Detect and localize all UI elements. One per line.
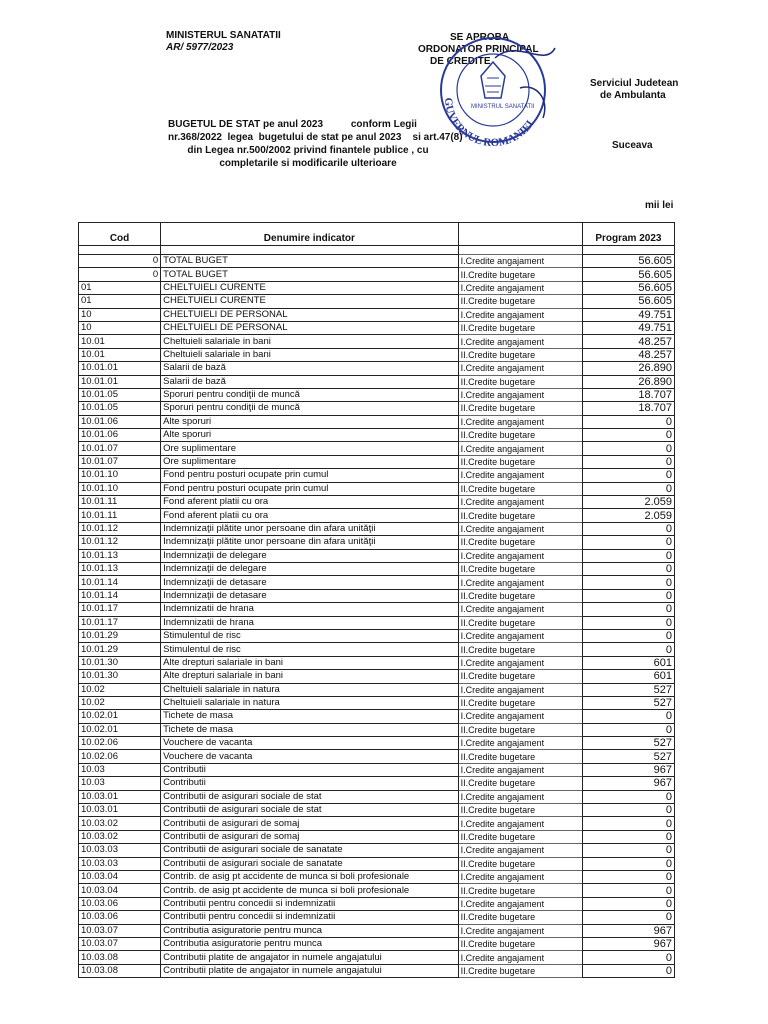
cell-category: II.Credite bugetare: [458, 348, 582, 361]
table-row: [79, 522, 675, 535]
cell-denumire: Contributii de asigurari sociale de stat: [161, 790, 458, 803]
cell-program-value: 0: [582, 455, 674, 468]
cell-category: I.Credite angajament: [458, 415, 582, 428]
table-row: [79, 964, 675, 977]
cell-denumire: Contributii de asigurari sociale de sanatate: [161, 844, 458, 857]
table-row: [79, 844, 675, 857]
cell-category: I.Credite angajament: [458, 442, 582, 455]
cell-cod: 10.01.30: [79, 670, 161, 683]
cell-denumire: TOTAL BUGET: [161, 255, 458, 268]
cell-program-value: 0: [582, 844, 674, 857]
cell-category: I.Credite angajament: [458, 790, 582, 803]
budget-title-line-4: completarile si modificarile ulterioare: [219, 158, 397, 169]
cell-denumire: Contributii de asigurari de somaj: [161, 830, 458, 843]
cell-denumire: Contributii platite de angajator in numele angajatului: [161, 964, 458, 977]
cell-cod: 01: [79, 281, 161, 294]
cell-category: I.Credite angajament: [458, 549, 582, 562]
table-row: [79, 415, 675, 428]
table-row: [79, 455, 675, 468]
cell-program-value: 527: [582, 696, 674, 709]
cell-denumire: Alte sporuri: [161, 415, 458, 428]
cell-category: I.Credite angajament: [458, 469, 582, 482]
table-row: [79, 362, 675, 375]
table-row: [79, 710, 675, 723]
cell-denumire: Indemnizatii de hrana: [161, 603, 458, 616]
cell-category: I.Credite angajament: [458, 576, 582, 589]
cell-program-value: 0: [582, 549, 674, 562]
table-row: [79, 683, 675, 696]
cell-cod: 10.03.06: [79, 911, 161, 924]
cell-cod: 10.03.06: [79, 897, 161, 910]
column-header-cod: Cod: [79, 223, 161, 246]
cell-category: I.Credite angajament: [458, 710, 582, 723]
cell-category: I.Credite angajament: [458, 388, 582, 401]
cell-denumire: Alte drepturi salariale in bani: [161, 656, 458, 669]
cell-cod: 10.01.29: [79, 629, 161, 642]
cell-program-value: 2.059: [582, 509, 674, 522]
cell-denumire: Cheltuieli salariale in natura: [161, 683, 458, 696]
cell-category: I.Credite angajament: [458, 656, 582, 669]
table-row: [79, 790, 675, 803]
table-row: [79, 804, 675, 817]
cell-program-value: 56.605: [582, 295, 674, 308]
cell-program-value: 0: [582, 804, 674, 817]
cell-denumire: Indemnizaţii de delegare: [161, 562, 458, 575]
cell-category: I.Credite angajament: [458, 897, 582, 910]
cell-cod: 10.02.01: [79, 710, 161, 723]
cell-cod: 10.03.07: [79, 937, 161, 950]
cell-cod: 10.02: [79, 683, 161, 696]
budget-title-line-2: nr.368/2022 legea bugetului de stat pe anul 2023 si art.47(8): [168, 132, 463, 143]
cell-category: II.Credite bugetare: [458, 723, 582, 736]
cell-denumire: Contrib. de asig pt accidente de munca si boli profesionale: [161, 870, 458, 883]
cell-denumire: Contributii: [161, 777, 458, 790]
cell-cod: 10.01.30: [79, 656, 161, 669]
table-row: [79, 442, 675, 455]
cell-program-value: 49.751: [582, 308, 674, 321]
budget-table: [78, 222, 675, 978]
cell-cod: 10.01.05: [79, 402, 161, 415]
cell-denumire: CHELTUIELI DE PERSONAL: [161, 321, 458, 334]
cell-category: I.Credite angajament: [458, 308, 582, 321]
cell-category: I.Credite angajament: [458, 281, 582, 294]
cell-category: II.Credite bugetare: [458, 804, 582, 817]
cell-denumire: Contributii pentru concedii si indemnizatii: [161, 911, 458, 924]
column-header-category: [458, 223, 582, 246]
cell-program-value: 0: [582, 562, 674, 575]
table-row: [79, 255, 675, 268]
cell-denumire: Contributii de asigurari sociale de stat: [161, 804, 458, 817]
cell-category: II.Credite bugetare: [458, 321, 582, 334]
cell-cod: 10.01.10: [79, 469, 161, 482]
table-row: [79, 830, 675, 843]
table-row: [79, 281, 675, 294]
cell-denumire: Fond pentru posturi ocupate prin cumul: [161, 482, 458, 495]
table-row: [79, 482, 675, 495]
cell-category: I.Credite angajament: [458, 844, 582, 857]
cell-category: II.Credite bugetare: [458, 429, 582, 442]
cell-cod: 10.03.07: [79, 924, 161, 937]
cell-category: II.Credite bugetare: [458, 402, 582, 415]
cell-cod: 10.03.04: [79, 884, 161, 897]
table-row: [79, 321, 675, 334]
cell-denumire: Vouchere de vacanta: [161, 737, 458, 750]
cell-denumire: Contributii de asigurari de somaj: [161, 817, 458, 830]
budget-title-line-1: BUGETUL DE STAT pe anul 2023 conform Legii: [168, 119, 417, 130]
cell-cod: 10.01.11: [79, 509, 161, 522]
table-row: [79, 402, 675, 415]
cell-program-value: 18.707: [582, 388, 674, 401]
cell-cod: 10.01.06: [79, 429, 161, 442]
cell-cod: 10.02.06: [79, 750, 161, 763]
table-row: [79, 429, 675, 442]
cell-denumire: Contributia asiguratorie pentru munca: [161, 924, 458, 937]
cell-cod: 10.01: [79, 335, 161, 348]
cell-cod: 10.03.01: [79, 804, 161, 817]
cell-program-value: 0: [582, 884, 674, 897]
cell-denumire: Ore suplimentare: [161, 442, 458, 455]
table-row: [79, 576, 675, 589]
cell-program-value: 0: [582, 790, 674, 803]
cell-denumire: Sporuri pentru condiţii de muncă: [161, 402, 458, 415]
cell-denumire: Fond aferent platii cu ora: [161, 496, 458, 509]
cell-cod: 10.01.13: [79, 549, 161, 562]
cell-category: II.Credite bugetare: [458, 911, 582, 924]
cell-category: II.Credite bugetare: [458, 509, 582, 522]
cell-cod: 0: [79, 255, 161, 268]
cell-cod: 10.02.01: [79, 723, 161, 736]
column-header-denumire: Denumire indicator: [161, 223, 458, 246]
table-row: [79, 348, 675, 361]
cell-program-value: 48.257: [582, 348, 674, 361]
table-row: [79, 375, 675, 388]
cell-program-value: 0: [582, 710, 674, 723]
cell-cod: 01: [79, 295, 161, 308]
cell-program-value: 967: [582, 763, 674, 776]
table-row: [79, 911, 675, 924]
cell-category: I.Credite angajament: [458, 817, 582, 830]
cell-cod: 10.01.05: [79, 388, 161, 401]
cell-category: I.Credite angajament: [458, 951, 582, 964]
cell-cod: 10.01.01: [79, 362, 161, 375]
cell-denumire: Indemnizaţii plătite unor persoane din afara unităţii: [161, 522, 458, 535]
cell-category: I.Credite angajament: [458, 763, 582, 776]
cell-denumire: Fond aferent platii cu ora: [161, 509, 458, 522]
cell-category: II.Credite bugetare: [458, 937, 582, 950]
cell-denumire: Alte sporuri: [161, 429, 458, 442]
cell-program-value: 49.751: [582, 321, 674, 334]
cell-denumire: Tichete de masa: [161, 723, 458, 736]
table-row: [79, 737, 675, 750]
cell-denumire: Salarii de bază: [161, 375, 458, 388]
cell-denumire: Tichete de masa: [161, 710, 458, 723]
cell-category: I.Credite angajament: [458, 255, 582, 268]
cell-program-value: 0: [582, 603, 674, 616]
cell-program-value: 0: [582, 442, 674, 455]
cell-cod: 10.02.06: [79, 737, 161, 750]
table-row: [79, 870, 675, 883]
column-header-program: Program 2023: [582, 223, 674, 246]
cell-category: II.Credite bugetare: [458, 268, 582, 281]
cell-program-value: 0: [582, 589, 674, 602]
table-row: [79, 937, 675, 950]
cell-program-value: 0: [582, 723, 674, 736]
cell-cod: 10.01.12: [79, 536, 161, 549]
table-row: [79, 897, 675, 910]
cell-cod: 10.01.13: [79, 562, 161, 575]
cell-program-value: 0: [582, 870, 674, 883]
cell-program-value: 0: [582, 857, 674, 870]
cell-cod: 10.03.03: [79, 844, 161, 857]
cell-program-value: 0: [582, 897, 674, 910]
cell-program-value: 0: [582, 830, 674, 843]
table-row: [79, 777, 675, 790]
cell-cod: 10.01.07: [79, 442, 161, 455]
cell-denumire: CHELTUIELI DE PERSONAL: [161, 308, 458, 321]
cell-cod: 10.01.07: [79, 455, 161, 468]
cell-cod: 10.03.08: [79, 964, 161, 977]
cell-denumire: Contributii: [161, 763, 458, 776]
cell-category: II.Credite bugetare: [458, 696, 582, 709]
table-row: [79, 924, 675, 937]
cell-denumire: Vouchere de vacanta: [161, 750, 458, 763]
cell-cod: 0: [79, 268, 161, 281]
cell-program-value: 527: [582, 750, 674, 763]
cell-cod: 10.01.14: [79, 576, 161, 589]
table-row: [79, 643, 675, 656]
table-row: [79, 951, 675, 964]
table-row: [79, 857, 675, 870]
cell-category: II.Credite bugetare: [458, 964, 582, 977]
table-row: [79, 388, 675, 401]
cell-program-value: 0: [582, 911, 674, 924]
cell-denumire: Contributii pentru concedii si indemnizatii: [161, 897, 458, 910]
cell-program-value: 527: [582, 737, 674, 750]
table-row: [79, 496, 675, 509]
cell-program-value: 26.890: [582, 375, 674, 388]
cell-program-value: 26.890: [582, 362, 674, 375]
cell-denumire: Indemnizaţii de detasare: [161, 576, 458, 589]
cell-category: I.Credite angajament: [458, 629, 582, 642]
institution-line-1: Serviciul Judetean: [590, 78, 679, 89]
cell-denumire: TOTAL BUGET: [161, 268, 458, 281]
cell-category: I.Credite angajament: [458, 335, 582, 348]
cell-category: II.Credite bugetare: [458, 536, 582, 549]
cell-category: II.Credite bugetare: [458, 375, 582, 388]
cell-category: II.Credite bugetare: [458, 455, 582, 468]
cell-denumire: Salarii de bază: [161, 362, 458, 375]
cell-program-value: 0: [582, 964, 674, 977]
stamp-inner-text: MINISTRUL SANATATII: [471, 104, 535, 110]
cell-category: II.Credite bugetare: [458, 670, 582, 683]
cell-program-value: 0: [582, 576, 674, 589]
table-row: [79, 884, 675, 897]
cell-cod: 10.01.17: [79, 616, 161, 629]
cell-program-value: 0: [582, 817, 674, 830]
cell-program-value: 56.605: [582, 281, 674, 294]
cell-cod: 10.01.12: [79, 522, 161, 535]
cell-category: I.Credite angajament: [458, 496, 582, 509]
cell-program-value: 967: [582, 777, 674, 790]
cell-category: II.Credite bugetare: [458, 295, 582, 308]
cell-program-value: 601: [582, 656, 674, 669]
cell-program-value: 0: [582, 469, 674, 482]
cell-denumire: Indemnizaţii plătite unor persoane din afara unităţii: [161, 536, 458, 549]
stamp-outer-text: GUVERNUL ROMANIEI: [441, 97, 537, 150]
table-row: [79, 469, 675, 482]
cell-cod: 10.03.03: [79, 857, 161, 870]
cell-denumire: Sporuri pentru condiţii de muncă: [161, 388, 458, 401]
cell-category: I.Credite angajament: [458, 737, 582, 750]
cell-cod: 10.03: [79, 763, 161, 776]
cell-program-value: 0: [582, 482, 674, 495]
table-body: [79, 255, 675, 978]
table-row: [79, 656, 675, 669]
cell-denumire: Contrib. de asig pt accidente de munca si boli profesionale: [161, 884, 458, 897]
cell-category: II.Credite bugetare: [458, 616, 582, 629]
cell-denumire: Indemnizaţii de delegare: [161, 549, 458, 562]
cell-category: II.Credite bugetare: [458, 643, 582, 656]
cell-program-value: 967: [582, 937, 674, 950]
institution-line-2: de Ambulanta: [600, 90, 666, 101]
cell-cod: 10.03: [79, 777, 161, 790]
table-row: [79, 723, 675, 736]
table-row: [79, 295, 675, 308]
cell-denumire: Stimulentul de risc: [161, 629, 458, 642]
cell-program-value: 0: [582, 643, 674, 656]
cell-denumire: Indemnizatii de hrana: [161, 616, 458, 629]
cell-cod: 10.03.01: [79, 790, 161, 803]
cell-denumire: Cheltuieli salariale in bani: [161, 348, 458, 361]
cell-program-value: 601: [582, 670, 674, 683]
table-row: [79, 536, 675, 549]
cell-category: II.Credite bugetare: [458, 884, 582, 897]
approval-line-1: SE APROBA: [450, 32, 510, 43]
cell-program-value: 18.707: [582, 402, 674, 415]
unit-label: mii lei: [645, 200, 674, 211]
cell-program-value: 0: [582, 951, 674, 964]
cell-program-value: 0: [582, 616, 674, 629]
cell-denumire: Cheltuieli salariale in natura: [161, 696, 458, 709]
table-row: [79, 763, 675, 776]
cell-denumire: CHELTUIELI CURENTE: [161, 281, 458, 294]
cell-cod: 10.01.11: [79, 496, 161, 509]
cell-program-value: 0: [582, 536, 674, 549]
budget-title-line-3: din Legea nr.500/2002 privind finantele publice , cu: [187, 145, 429, 156]
approval-line-2: ORDONATOR PRINCIPAL: [418, 44, 539, 55]
cell-denumire: Fond pentru posturi ocupate prin cumul: [161, 469, 458, 482]
cell-cod: 10.01.29: [79, 643, 161, 656]
table-row: [79, 509, 675, 522]
table-row: [79, 603, 675, 616]
cell-denumire: Alte drepturi salariale in bani: [161, 670, 458, 683]
cell-denumire: Contributii de asigurari sociale de sanatate: [161, 857, 458, 870]
table-row: [79, 629, 675, 642]
cell-category: II.Credite bugetare: [458, 857, 582, 870]
coat-of-arms-icon: [481, 62, 505, 98]
cell-cod: 10.02: [79, 696, 161, 709]
cell-program-value: 0: [582, 429, 674, 442]
cell-category: II.Credite bugetare: [458, 830, 582, 843]
cell-program-value: 56.605: [582, 268, 674, 281]
cell-category: I.Credite angajament: [458, 603, 582, 616]
cell-category: II.Credite bugetare: [458, 589, 582, 602]
table-row: [79, 589, 675, 602]
cell-category: I.Credite angajament: [458, 522, 582, 535]
table-row: [79, 335, 675, 348]
cell-program-value: 2.059: [582, 496, 674, 509]
cell-program-value: 967: [582, 924, 674, 937]
table-row: [79, 308, 675, 321]
cell-category: II.Credite bugetare: [458, 777, 582, 790]
cell-program-value: 0: [582, 629, 674, 642]
cell-program-value: 527: [582, 683, 674, 696]
cell-denumire: Stimulentul de risc: [161, 643, 458, 656]
ministry-name: MINISTERUL SANATATII: [166, 30, 281, 41]
cell-program-value: 56.605: [582, 255, 674, 268]
cell-denumire: Contributia asiguratorie pentru munca: [161, 937, 458, 950]
cell-denumire: Cheltuieli salariale in bani: [161, 335, 458, 348]
cell-category: I.Credite angajament: [458, 870, 582, 883]
table-row: [79, 696, 675, 709]
cell-cod: 10.03.02: [79, 817, 161, 830]
cell-cod: 10: [79, 321, 161, 334]
cell-cod: 10.03.04: [79, 870, 161, 883]
table-row: [79, 549, 675, 562]
cell-cod: 10: [79, 308, 161, 321]
institution-city: Suceava: [612, 140, 653, 151]
cell-category: I.Credite angajament: [458, 924, 582, 937]
cell-cod: 10.01.10: [79, 482, 161, 495]
table-row: [79, 817, 675, 830]
cell-category: II.Credite bugetare: [458, 482, 582, 495]
cell-category: I.Credite angajament: [458, 362, 582, 375]
table-row: [79, 268, 675, 281]
cell-denumire: Indemnizaţii de detasare: [161, 589, 458, 602]
table-row: [79, 562, 675, 575]
cell-cod: 10.01.17: [79, 603, 161, 616]
cell-program-value: 48.257: [582, 335, 674, 348]
table-row: [79, 670, 675, 683]
cell-cod: 10.01.01: [79, 375, 161, 388]
cell-denumire: Ore suplimentare: [161, 455, 458, 468]
cell-category: I.Credite angajament: [458, 683, 582, 696]
cell-category: II.Credite bugetare: [458, 750, 582, 763]
cell-cod: 10.01.14: [79, 589, 161, 602]
table-row: [79, 616, 675, 629]
cell-cod: 10.01: [79, 348, 161, 361]
cell-denumire: CHELTUIELI CURENTE: [161, 295, 458, 308]
cell-program-value: 0: [582, 415, 674, 428]
cell-category: II.Credite bugetare: [458, 562, 582, 575]
table-row: [79, 750, 675, 763]
cell-cod: 10.03.08: [79, 951, 161, 964]
cell-denumire: Contributii platite de angajator in numele angajatului: [161, 951, 458, 964]
cell-program-value: 0: [582, 522, 674, 535]
approval-line-3: DE CREDITE: [430, 56, 491, 67]
cell-cod: 10.01.06: [79, 415, 161, 428]
cell-cod: 10.03.02: [79, 830, 161, 843]
reference-number: AR/ 5977/2023: [166, 42, 234, 53]
